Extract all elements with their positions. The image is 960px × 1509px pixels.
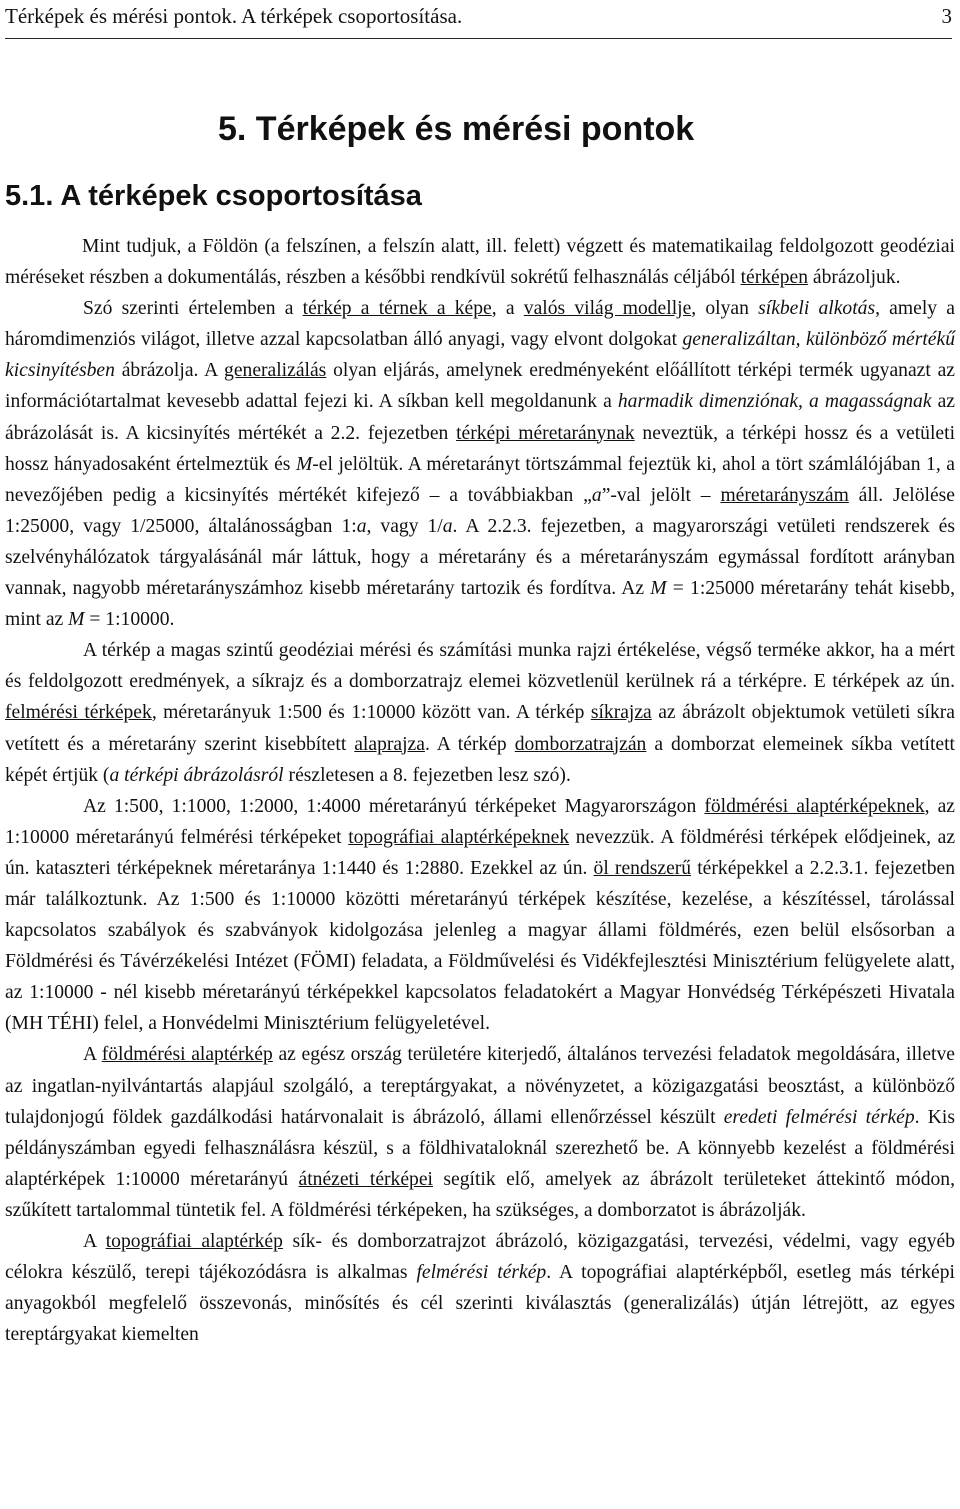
text-run: = 1:10000. [84, 609, 175, 631]
text-run: az egész ország területére kiterjedő, általános tervezési feladatok megoldására, illetve az ingatlan-nyilvántartás alapjául szolgáló, a tereptárgyakat, a növényzetet, a közigazgatási beosztást, a különböző tulajdonjogú földek gazdálkodási határvonalait is ábrázoló, állami ellenőrzéssel készült [5, 1044, 955, 1128]
document-body [5, 231, 955, 1350]
header-title: Térképek és mérési pontok. A térképek csoportosítása. [5, 4, 463, 28]
text-run: . A topográfiai alaptérképből, esetleg más térképi anyagokból megfelelő összevonás, minősítés és cél szerinti kiválasztás (generalizálás) útján létrejött, az egyes tereptárgyakat kiemelten [5, 1262, 955, 1346]
running-header [5, 0, 952, 39]
underlined-term: méretarányszám [720, 484, 849, 506]
underlined-term: topográfiai alaptérképeknek [348, 826, 570, 848]
text-run: segítik elő, amelyek az ábrázolt területeket áttekintő módon, szűkített tartalommal tüntetik fel. A földmérési térképeken, ha szükséges, a domborzatot is ábrázolják. [5, 1168, 955, 1221]
italic-term: generalizáltan, különböző mértékű kicsinyítésben [5, 329, 955, 382]
underlined-term: térképi méretaránynak [456, 422, 635, 444]
paragraph [5, 231, 955, 293]
text-run: térképekkel a 2.2.3.1. fejezetben már találkoztunk. Az 1:500 és 1:10000 közötti méretarányú térképek készítése, kezelése, a készítéssel, tárolással kapcsolatos szabályok és szabványok kidolgozása jelenleg a magyar állami földmérés, ezen belül elsősorban a Földmérési és Távérzékelési Intézet (FÖMI) feladata, a Földművelési és Vidékfejlesztési Minisztérium felügyelete alatt, az 1:10000 - nél kisebb méretarányú térképekkel kapcsolatos feladatokért a Magyar Honvédség Térképészeti Hivatala (MH TÉHI) felel, a Honvédelmi Minisztérium felügyeletével. [5, 857, 955, 1035]
text-run: . A 2.2.3. fejezetben, a magyarországi vetületi rendszerek és szelvényhálózatok tárgyalásánál már láttuk, hogy a méretarány és a méretarányszám egymással fordított arányban vannak, nagyobb méretarányszámhoz kisebb méretarány tartozik és fordítva. Az [5, 515, 955, 600]
italic-term: M [68, 609, 85, 631]
paragraph [5, 1226, 955, 1350]
text-run: neveztük, a térképi hossz és a vetületi hossz hányadosaként értelmeztük és [5, 422, 956, 475]
section-title: 5.1. A térképek csoportosítása [5, 180, 422, 212]
underlined-term: földmérési alaptérkép [101, 1044, 273, 1066]
paragraph [5, 293, 955, 635]
italic-term: a térképi ábrázolásról [109, 764, 284, 786]
text-run: az ábrázolását is. A kicsinyítés mértékét a 2.2. fejezetben [5, 391, 956, 444]
italic-term: síkbeli alkotás [758, 298, 876, 320]
text-run: ábrázoljuk. [808, 267, 901, 289]
text-run: -el jelöltük. A méretarányt törtszámmal fejeztük ki, ahol a tört számlálójában 1, a nevezőjében pedig a kicsinyítés mértékét kifejező – a továbbiakban „ [5, 453, 955, 506]
text-run: . Kis példányszámban egyedi felhasználásra készül, s a földhivataloknál szerezhető be. A könnyebb kezelést a földmérési alaptérképek 1:10000 méretarányú [5, 1106, 955, 1190]
underlined-term: felmérési térképek [5, 702, 152, 724]
underlined-term: síkrajza [590, 702, 652, 724]
text-run: . A térkép [424, 733, 515, 755]
italic-term: a [591, 484, 602, 506]
underlined-term: valós világ modellje [523, 298, 692, 320]
italic-term: M [650, 578, 667, 600]
text-run: = 1:25000 méretarány tehát kisebb, mint az [5, 578, 956, 631]
underlined-term: átnézeti térképei [298, 1168, 433, 1190]
text-run: áll. Jelölése 1:25000, vagy 1/25000, általánosságban 1: [5, 484, 955, 537]
text-run: Az 1:500, 1:1000, 1:2000, 1:4000 méretarányú térképeket Magyarországon [83, 795, 705, 817]
text-run: olyan eljárás, amelynek eredményeként előállított térképi termék ugyanazt az információtartalmat kevesebb adattal fejezi ki. A síkban kell megoldanunk a [5, 360, 956, 413]
italic-term: a [356, 515, 367, 537]
underlined-term: térképen [740, 267, 809, 289]
page-number: 3 [941, 4, 952, 28]
text-run: Mint tudjuk, a Földön (a felszínen, a felszín alatt, ill. felett) végzett és matematikailag feldolgozott geodéziai méréseket részben a dokumentálás, részben a későbbi rendkívül sokrétű felhasználás céljából [5, 236, 955, 289]
text-run: sík- és domborzatrajzot ábrázoló, közigazgatási, tervezési, védelmi, vagy egyéb célokra készülő, terepi tájékozódásra is alkalmas [5, 1231, 956, 1284]
underlined-term: térkép a térnek a képe [302, 298, 492, 320]
text-run: , a [491, 298, 524, 320]
text-run: , méretarányuk 1:500 és 1:10000 között van. A térkép [151, 702, 591, 724]
chapter-title: 5. Térképek és mérési pontok [218, 110, 695, 148]
italic-term: eredeti felmérési térkép [723, 1106, 915, 1128]
italic-term: M [295, 453, 313, 475]
text-run: , vagy 1/ [366, 515, 443, 537]
text-run: ”-val jelölt – [601, 484, 721, 506]
text-run: a domborzat elemeinek síkba vetített képét értjük ( [5, 733, 955, 786]
paragraph [5, 791, 955, 1040]
italic-term: harmadik dimenziónak, a magasságnak [617, 391, 932, 413]
text-run: , olyan [691, 298, 759, 320]
text-run: A [83, 1231, 106, 1252]
text-run: A térkép a magas szintű geodéziai mérési és számítási munka rajzi értékelése, végső terméke akkor, ha a mért és feldolgozott eredmények, a síkrajz és a domborzatrajz elemei közvetlenül kerülnek rá a térképre. E térképek az ún. [5, 640, 955, 693]
underlined-term: domborzatrajzán [514, 733, 647, 755]
text-run: A [83, 1044, 102, 1066]
italic-term: a [442, 515, 453, 537]
text-run: az ábrázolt objektumok vetületi síkra vetített és a méretarány szerint kisebbített [5, 702, 955, 755]
text-run: nevezzük. A földmérési térképek elődjeinek, az ún. kataszteri térképeknek méretaránya 1:1440 és 1:2880. Ezekkel az ún. [5, 826, 956, 879]
paragraph [5, 1039, 955, 1226]
underlined-term: földmérési alaptérképeknek [704, 795, 925, 817]
text-run: , az 1:10000 méretarányú felmérési térképeket [5, 795, 956, 848]
underlined-term: topográfiai alaptérkép [105, 1231, 283, 1252]
text-run: Szó szerinti értelemben a [83, 298, 303, 320]
italic-term: felmérési térkép [416, 1262, 547, 1284]
text-run: , amely a háromdimenziós világot, illetve azzal kapcsolatban álló anyagi, vagy elvont dolgokat [5, 298, 955, 351]
underlined-term: generalizálás [224, 360, 327, 382]
underlined-term: öl rendszerű [593, 857, 692, 879]
text-run: ábrázolja. A [114, 360, 225, 382]
text-run: részletesen a 8. fejezetben lesz szó). [283, 764, 571, 786]
underlined-term: alaprajza [354, 733, 425, 755]
paragraph [5, 635, 955, 790]
